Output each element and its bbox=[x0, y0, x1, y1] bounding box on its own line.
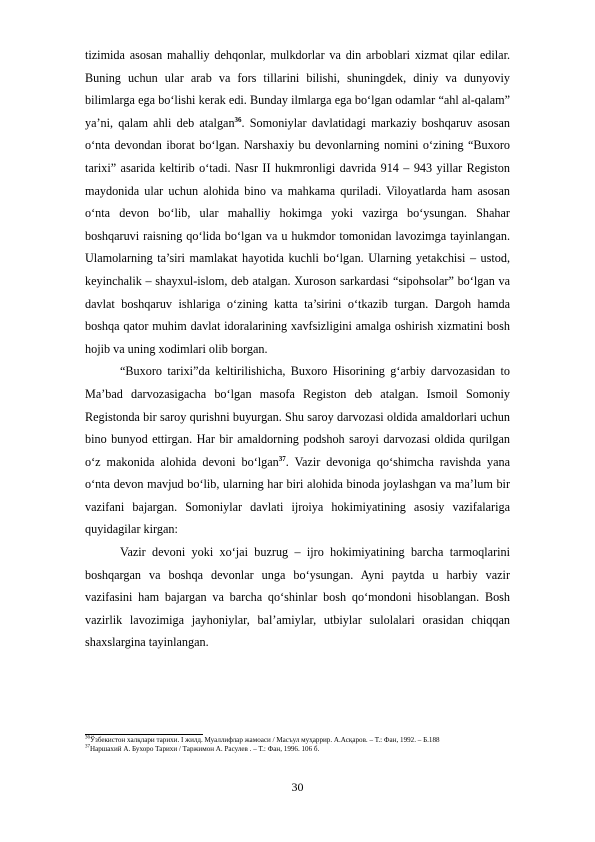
page-number: 30 bbox=[291, 780, 304, 794]
paragraph: tizimida asosan mahalliy dehqonlar, mulkdorlar va din arboblari xizmat qilar edilar. Buning uchun ular arab va fors tillarini bilishi, shuningdek, diniy va dunyoviy bilimlarga ega bo‘lishi kerak edi. Bunday ilmlarga ega bo‘lgan odamlar “ahl al-qalam” ya’ni, qalam ahli deb atalgan$^{36}$. Somoniylar davlatidagi markaziy boshqaruv asosan o‘nta devondan iborat bo‘lgan. Narshaxiy bu devonlarning nomini o‘zining “Buxoro tarixi” asarida keltirib o‘tadi. Nasr II hukmronligi davrida 914 – 943 yillar Registon maydonida ular uchun alohida bino va mahkama quriladi. Viloyatlarda ham asosan o‘nta devon bo‘lib, ular mahalliy hokimga yoki vazirga bo‘ysungan. Shahar boshqaruvi raisning qo‘lida bo‘lgan va u hukmdor tomonidan lavozimga tayinlangan. Ulamolarning ta’siri mamlakat hayotida kuchli bo‘lgan. Ularning yetakchisi – ustod, keyinchalik – shayxul-islom, deb atalgan. Xuroson sarkardasi “sipohsolar” bo‘lgan va davlat boshqaruv ishlariga o‘zining katta ta’sirini o‘tkazib turgan. Dargoh hamda boshqa qator muhim davlat idoralarining xavfsizligini amalga oshirish xizmatini bosh hojib va uning xodimlari olib borgan. bbox=[85, 48, 510, 356]
footnote-mark: 37 bbox=[85, 744, 90, 750]
footnote-divider bbox=[85, 734, 203, 735]
footnote-reference[interactable]: 36 bbox=[234, 115, 242, 124]
paragraph: Vazir devoni yoki xo‘jai buzrug – ijro hokimiyatining barcha tarmoqlarini boshqargan va boshqa devonlar unga bo‘ysungan. Ayni paytda u harbiy vazir vazifasini ham bajargan va barcha qo‘shinlar bosh qo‘mondoni hisoblangan. Bosh vazirlik lavozimiga jayhoniylar, bal’amiylar, utbiylar sulolalari orasidan chiqqan shaxslargina tayinlangan. bbox=[85, 545, 510, 650]
footnote: $^{37}$Наршахий А. Бухоро Тарихи / Таржимон А. Расулев . – Т.: Фан, 1996. 106 б. bbox=[85, 744, 320, 754]
footnote-mark: 36 bbox=[85, 735, 90, 741]
footnote: $^{36}$Ўзбекистон халқлари тарихи. I жилд. Муаллифлар жамоаси / Масъул муҳаррир. А.Асқаров. – Т.: Фан, 1992. – Б.188 bbox=[85, 735, 440, 744]
footnote-reference[interactable]: 37 bbox=[278, 454, 286, 463]
body-text bbox=[85, 44, 510, 654]
footnotes bbox=[85, 736, 510, 755]
paragraph: “Buxoro tarixi”da keltirilishicha, Buxoro Hisorining g‘arbiy darvozasidan to Ma’bad darvozasigacha bo‘lgan masofa Registon deb atalgan. Ismoil Somoniy Registonda bir saroy qurishni buyurgan. Shu saroy darvozasi oldida amaldorlari uchun bino bunyod ettirgan. Har bir amaldorning podshoh saroyi darvozasi oldida qurilgan o‘z makonida alohida devoni bo‘lgan$^{37}$. Vazir devoniga qo‘shimcha ravishda yana o‘nta devon mavjud bo‘lib, ularning har biri alohida binoda joylashgan va ma’lum bir vazifani bajargan. Somoniylar davlati ijroiya hokimiyatining asosiy vazifalariga quyidagilar kirgan: bbox=[85, 364, 510, 537]
